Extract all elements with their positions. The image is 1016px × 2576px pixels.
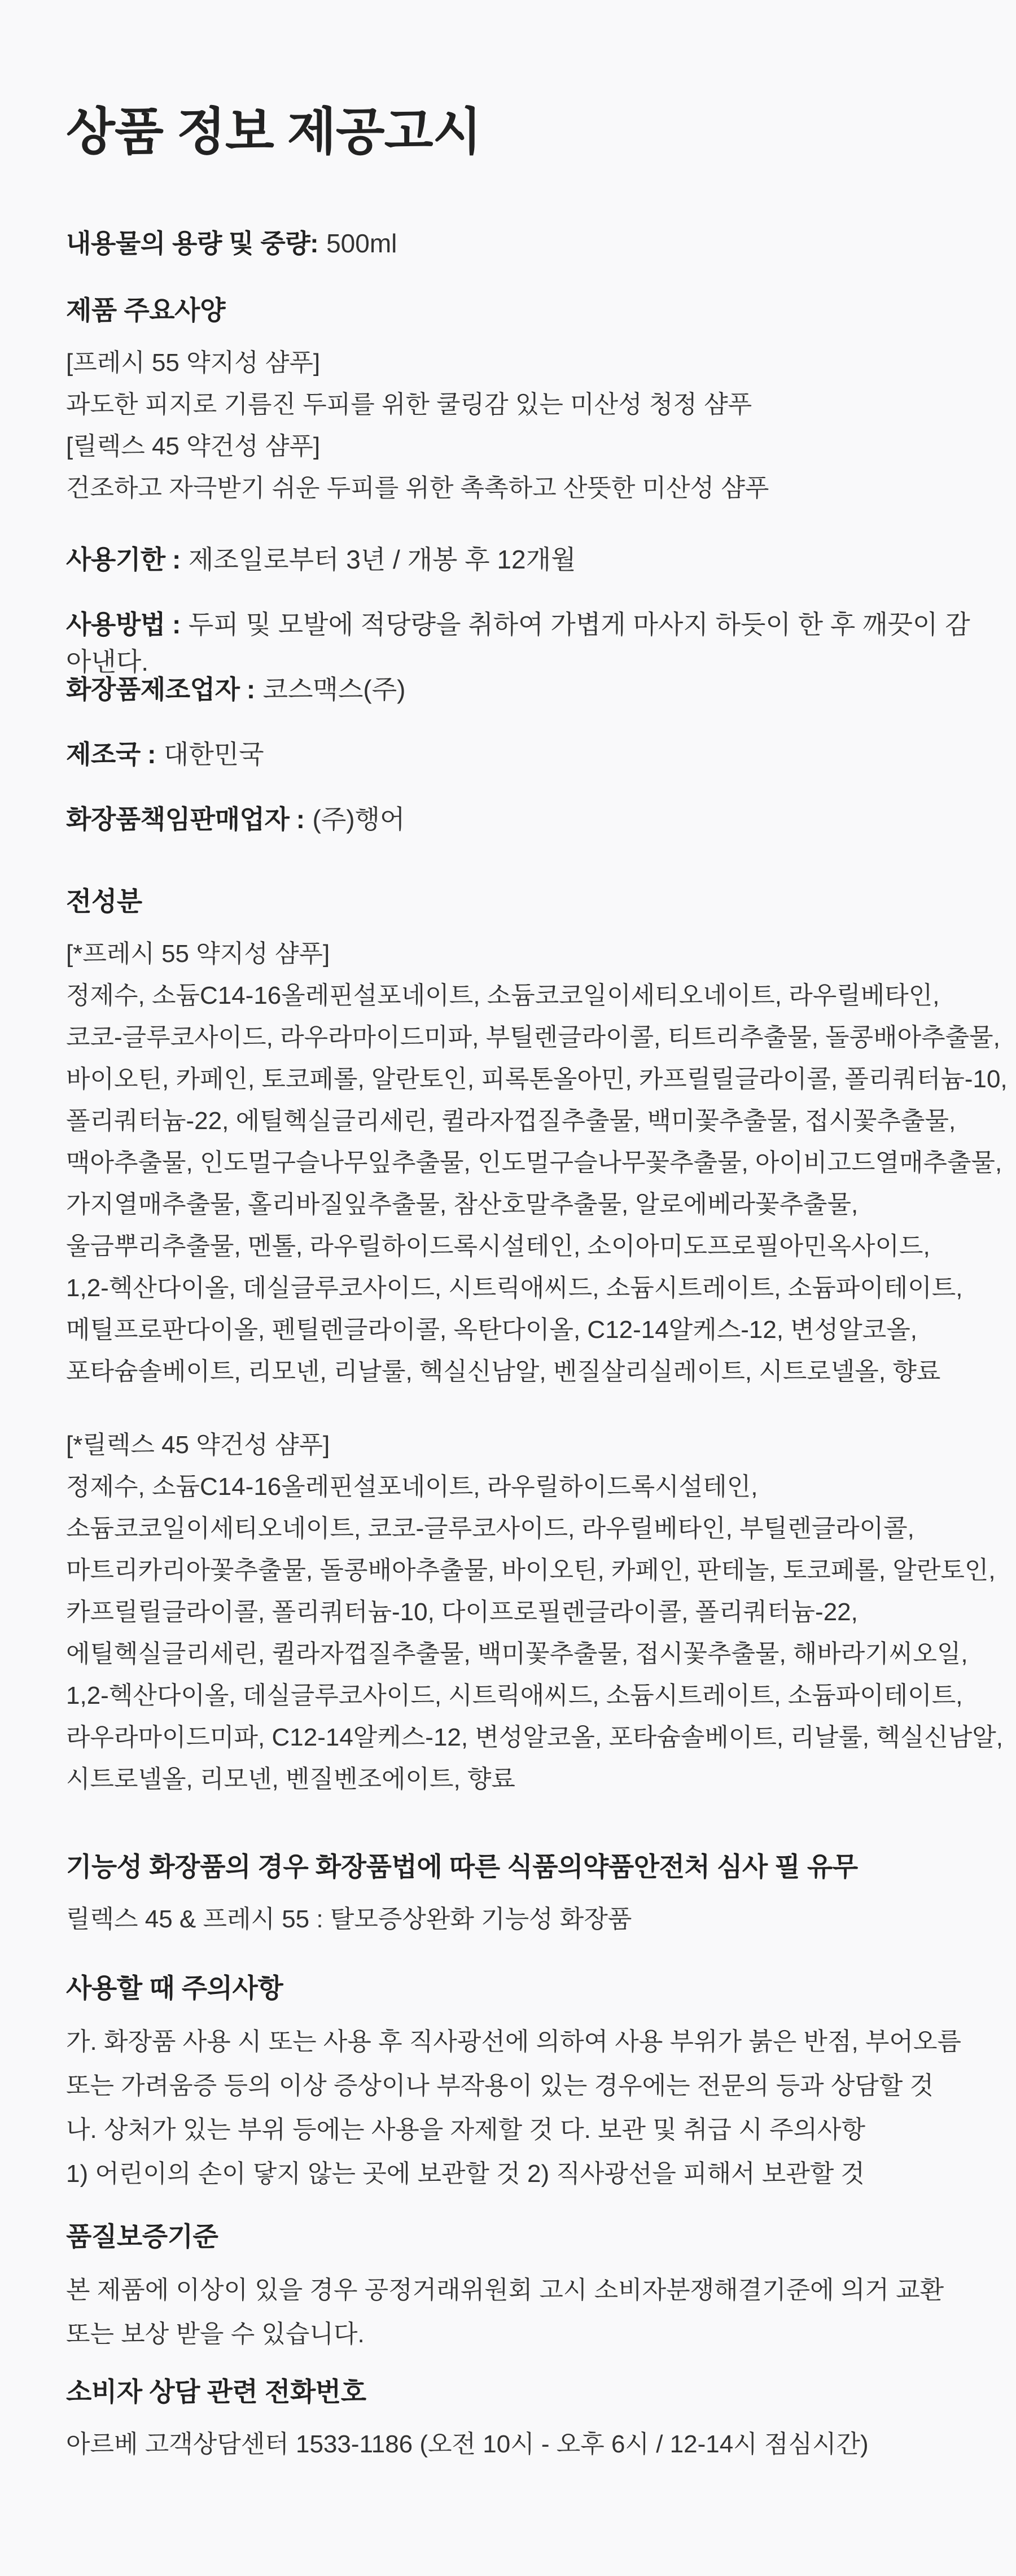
volume-row bbox=[66, 223, 980, 260]
usage-label: 사용방법 : bbox=[66, 610, 181, 639]
volume-value: 500ml bbox=[326, 229, 397, 258]
specs-label: 제품 주요사양 bbox=[66, 295, 225, 325]
ingredient-line: [*프레시 55 약지성 샴푸] bbox=[66, 940, 330, 968]
ingredient-line: 에틸헥실글리세린, 퀼라자껍질추출물, 백미꽃추출물, 접시꽃추출물, 해바라기씨오일, bbox=[66, 1640, 968, 1668]
expiry-label: 사용기한 : bbox=[66, 545, 181, 574]
page-title: 상품 정보 제공고시 bbox=[66, 104, 481, 160]
country-row bbox=[66, 734, 980, 771]
quality-line: 본 제품에 이상이 있을 경우 공정거래위원회 고시 소비자분쟁해결기준에 의거 교환 bbox=[66, 2276, 944, 2304]
seller-row bbox=[66, 799, 980, 836]
ingredient-line: 울금뿌리추출물, 멘톨, 라우릴하이드록시설테인, 소이아미도프로필아민옥사이드, bbox=[66, 1232, 930, 1260]
ingredient-line: 시트로넬올, 리모넨, 벤질벤조에이트, 향료 bbox=[66, 1765, 515, 1793]
seller-value: (주)행어 bbox=[312, 804, 405, 834]
ingredient-line: 가지열매추출물, 홀리바질잎추출물, 참산호말추출물, 알로에베라꽃추출물, bbox=[66, 1191, 859, 1218]
relax-ingredients bbox=[66, 1424, 1003, 1800]
specs-line: 건조하고 자극받기 쉬운 두피를 위한 촉촉하고 산뜻한 미산성 샴푸 bbox=[66, 474, 769, 502]
functional-section bbox=[66, 1846, 980, 1940]
ingredients-section bbox=[66, 881, 1008, 1393]
ingredient-line: 바이오틴, 카페인, 토코페롤, 알란토인, 피록톤올아민, 카프릴릴글라이콜, 폴리쿼터늄-10, bbox=[66, 1065, 1008, 1093]
ingredient-line: 포타슘솔베이트, 리모넨, 리날룰, 헥실신남알, 벤질살리실레이트, 시트로넬올, 향료 bbox=[66, 1358, 941, 1385]
ingredient-line: 라우라마이드미파, C12-14알케스-12, 변성알코올, 포타슘솔베이트, 리날룰, 헥실신남알, bbox=[66, 1724, 1003, 1751]
specs-line: 과도한 피지로 기름진 두피를 위한 쿨링감 있는 미산성 청정 샴푸 bbox=[66, 391, 752, 418]
specs-section bbox=[66, 290, 980, 509]
ingredient-line: 정제수, 소듐C14-16올레핀설포네이트, 소듐코코일이세티오네이트, 라우릴베타인, bbox=[66, 982, 940, 1009]
caution-line: 가. 화장품 사용 시 또는 사용 후 직사광선에 의하여 사용 부위가 붉은 반점, 부어오름 bbox=[66, 2028, 961, 2055]
usage-value: 두피 및 모발에 적당량을 취하여 가볍게 마사지 하듯이 한 후 깨끗이 감아낸다. bbox=[66, 610, 970, 676]
quality-label: 품질보증기준 bbox=[66, 2221, 218, 2251]
caution-line: 나. 상처가 있는 부위 등에는 사용을 자제할 것 다. 보관 및 취급 시 주의사항 bbox=[66, 2116, 865, 2144]
ingredient-line: 정제수, 소듐C14-16올레핀설포네이트, 라우릴하이드록시설테인, bbox=[66, 1473, 758, 1501]
functional-value: 릴렉스 45 & 프레시 55 : 탈모증상완화 기능성 화장품 bbox=[66, 1905, 632, 1933]
ingredient-line: 소듐코코일이세티오네이트, 코코-글루코사이드, 라우릴베타인, 부틸렌글라이콜, bbox=[66, 1515, 914, 1542]
quality-section bbox=[66, 2216, 980, 2356]
ingredient-line: 카프릴릴글라이콜, 폴리쿼터늄-10, 다이프로필렌글라이콜, 폴리쿼터늄-22, bbox=[66, 1598, 858, 1626]
specs-line: [릴렉스 45 약건성 샴푸] bbox=[66, 432, 321, 460]
specs-lines bbox=[66, 342, 980, 509]
fresh-ingredient-lines bbox=[66, 933, 1008, 1393]
contact-label: 소비자 상담 관련 전화번호 bbox=[66, 2377, 366, 2407]
functional-label: 기능성 화장품의 경우 화장품법에 따른 식품의약품안전처 심사 필 유무 bbox=[66, 1852, 858, 1882]
manufacturer-value: 코스맥스(주) bbox=[262, 675, 406, 704]
contact-section bbox=[66, 2371, 980, 2465]
ingredient-line: 폴리쿼터늄-22, 에틸헥실글리세린, 퀼라자껍질추출물, 백미꽃추출물, 접시꽃추출물, bbox=[66, 1107, 956, 1135]
caution-line: 1) 어린이의 손이 닿지 않는 곳에 보관할 것 2) 직사광선을 피해서 보관할 것 bbox=[66, 2160, 865, 2188]
specs-line: [프레시 55 약지성 샴푸] bbox=[66, 349, 321, 377]
ingredients-label: 전성분 bbox=[66, 886, 142, 916]
expiry-value: 제조일로부터 3년 / 개봉 후 12개월 bbox=[188, 545, 576, 574]
country-label: 제조국 : bbox=[66, 740, 156, 769]
caution-section bbox=[66, 1967, 980, 2196]
ingredient-line: 맥아추출물, 인도멀구슬나무잎추출물, 인도멀구슬나무꽃추출물, 아이비고드열매추출물, bbox=[66, 1149, 1002, 1177]
seller-label: 화장품책임판매업자 : bbox=[66, 804, 305, 834]
ingredient-line: 메틸프로판다이올, 펜틸렌글라이콜, 옥탄다이올, C12-14알케스-12, 변성알코올, bbox=[66, 1316, 918, 1344]
ingredient-line: 1,2-헥산다이올, 데실글루코사이드, 시트릭애씨드, 소듐시트레이트, 소듐파이테이트, bbox=[66, 1274, 963, 1302]
manufacturer-label: 화장품제조업자 : bbox=[66, 675, 255, 704]
quality-lines bbox=[66, 2268, 980, 2356]
ingredient-line: 마트리카리아꽃추출물, 돌콩배아추출물, 바이오틴, 카페인, 판테놀, 토코페롤, 알란토인, bbox=[66, 1556, 996, 1584]
ingredient-line: [*릴렉스 45 약건성 샴푸] bbox=[66, 1431, 330, 1459]
manufacturer-row bbox=[66, 669, 980, 706]
caution-label: 사용할 때 주의사항 bbox=[66, 1973, 283, 2003]
usage-row bbox=[66, 604, 980, 679]
caution-line: 또는 가려움증 등의 이상 증상이나 부작용이 있는 경우에는 전문의 등과 상담할 것 bbox=[66, 2072, 934, 2100]
caution-lines bbox=[66, 2020, 980, 2196]
quality-line: 또는 보상 받을 수 있습니다. bbox=[66, 2320, 365, 2348]
relax-ingredient-lines bbox=[66, 1424, 1003, 1800]
ingredient-line: 코코-글루코사이드, 라우라마이드미파, 부틸렌글라이콜, 티트리추출물, 돌콩배아추출물, bbox=[66, 1024, 1000, 1051]
country-value: 대한민국 bbox=[163, 740, 264, 769]
ingredient-line: 1,2-헥산다이올, 데실글루코사이드, 시트릭애씨드, 소듐시트레이트, 소듐파이테이트, bbox=[66, 1682, 963, 1709]
contact-value: 아르베 고객상담센터 1533-1186 (오전 10시 - 오후 6시 / 12-14시 점심시간) bbox=[66, 2430, 869, 2458]
volume-label: 내용물의 용량 및 중량: bbox=[66, 229, 319, 258]
expiry-row bbox=[66, 539, 980, 576]
